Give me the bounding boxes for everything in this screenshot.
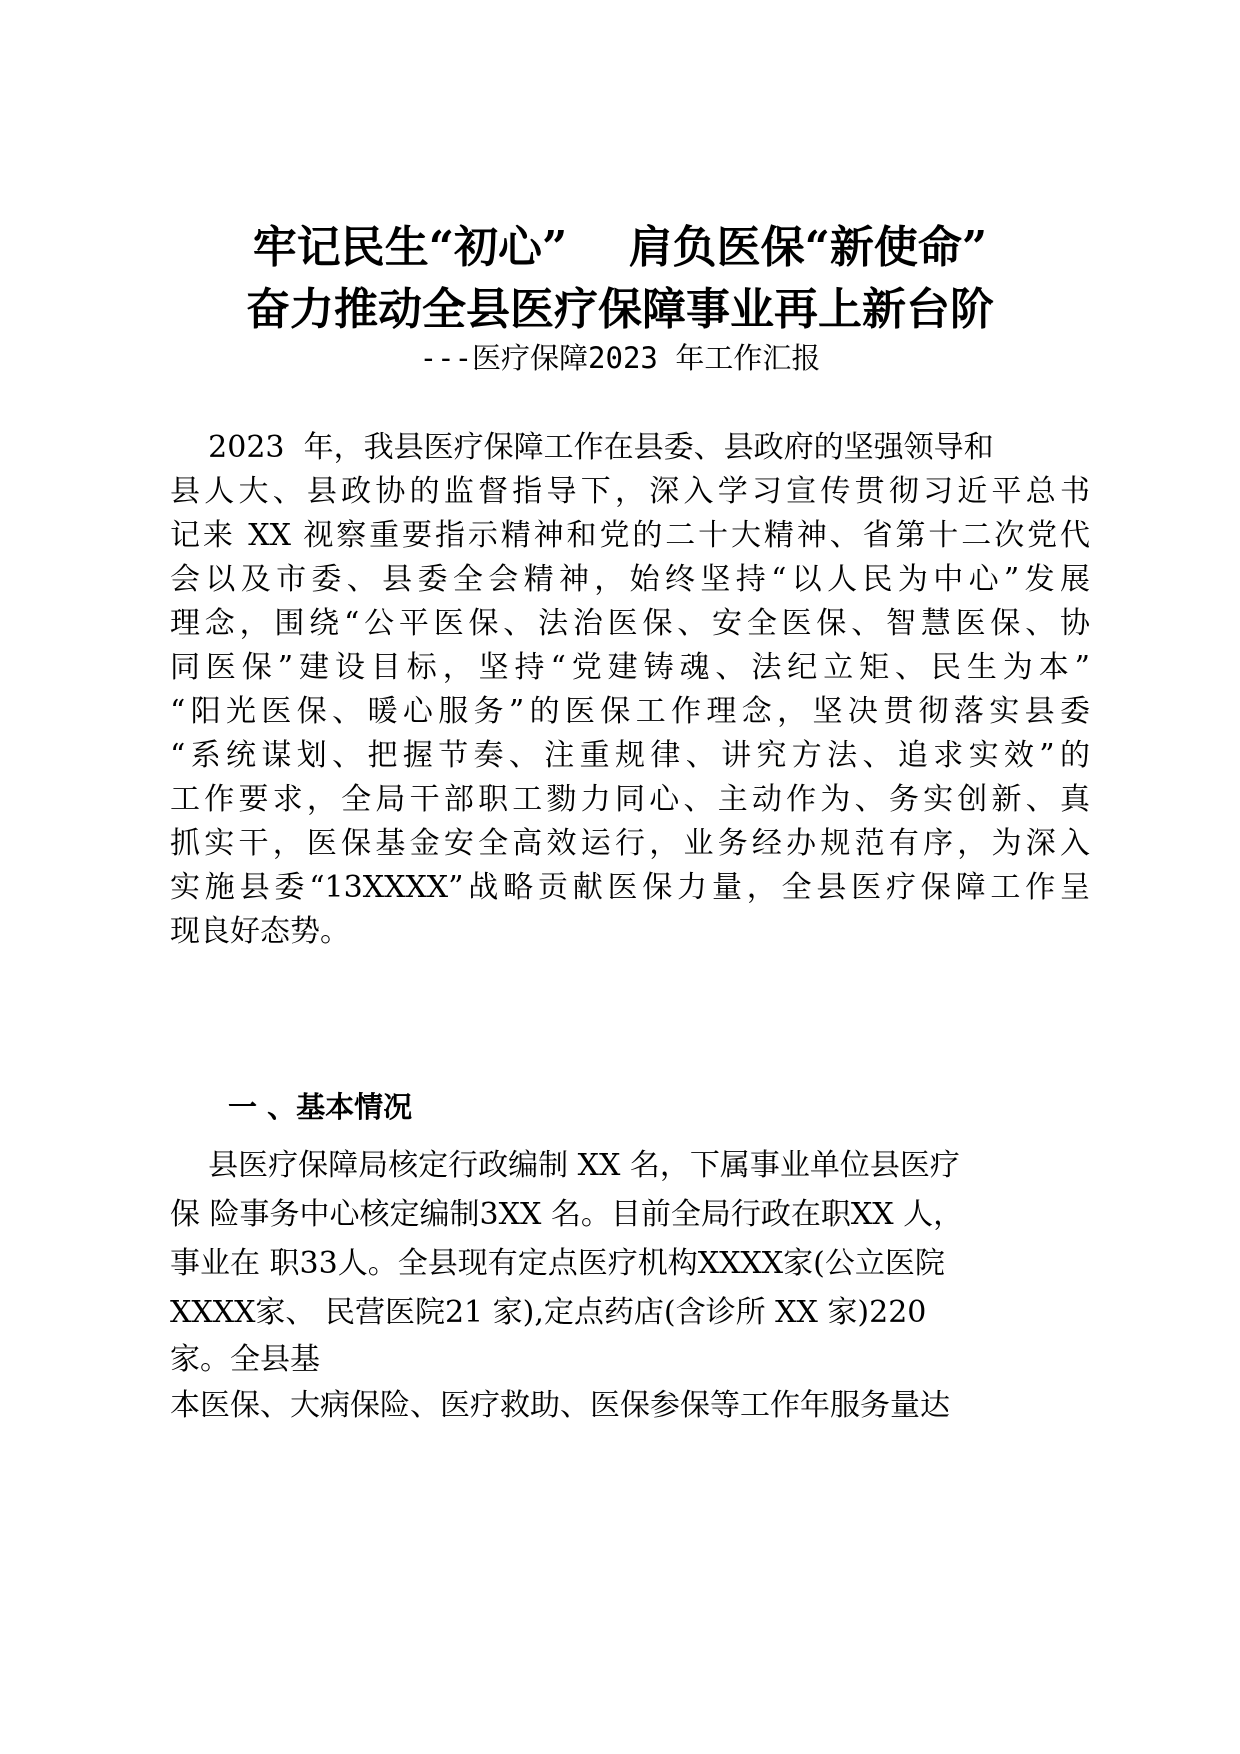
- paragraph-2-line: XXXX家、 民营医院21 家),定点药店(含诊所 XX 家)220: [170, 1295, 927, 1330]
- paragraph-2-line: 保 险事务中心核定编制3XX 名。目前全局行政在职XX 人，: [170, 1197, 964, 1232]
- paragraph-1-line: 同医保”建设目标，坚持“党建铸魂、法纪立矩、民生为本”: [170, 650, 1090, 685]
- paragraph-1-line: 县人大、县政协的监督指导下，深入学习宣传贯彻习近平总书: [170, 474, 1090, 509]
- document-title-line-1: 牢记民生“初心” 肩负医保“新使命”: [252, 222, 988, 273]
- paragraph-2-line: 家。全县基: [170, 1342, 320, 1377]
- paragraph-1-line: 理念，围绕“公平医保、法治医保、安全医保、智慧医保、协: [170, 606, 1090, 641]
- document-subtitle: ---医疗保障2023 年工作汇报: [419, 341, 821, 375]
- paragraph-1-line: 工作要求，全局干部职工勠力同心、主动作为、务实创新、真: [170, 782, 1090, 817]
- paragraph-1-line: 记来 XX 视察重要指示精神和党的二十大精神、省第十二次党代: [170, 518, 1090, 553]
- paragraph-2-line: 县医疗保障局核定行政编制 XX 名，下属事业单位县医疗: [170, 1148, 960, 1183]
- paragraph-1-line: “系统谋划、把握节奏、注重规律、讲究方法、追求实效”的: [170, 738, 1090, 773]
- paragraph-1-line: 实施县委“13XXXX”战略贡献医保力量，全县医疗保障工作呈: [170, 870, 1090, 905]
- paragraph-1-line: 2023 年，我县医疗保障工作在县委、县政府的坚强领导和: [170, 430, 994, 465]
- section-1-heading: 一 、基本情况: [228, 1090, 413, 1124]
- paragraph-1-line: 现良好态势。: [170, 914, 350, 949]
- document-title-line-2: 奋力推动全县医疗保障事业再上新台阶: [246, 284, 994, 335]
- paragraph-1-line: 会以及市委、县委全会精神，始终坚持“以人民为中心”发展: [170, 562, 1090, 597]
- paragraph-1-line: 抓实干，医保基金安全高效运行，业务经办规范有序，为深入: [170, 826, 1090, 861]
- paragraph-2-line: 本医保、大病保险、医疗救助、医保参保等工作年服务量达: [170, 1388, 950, 1423]
- paragraph-2-line: 事业在 职33人。全县现有定点医疗机构XXXX家(公立医院: [170, 1246, 945, 1281]
- paragraph-1-line: “阳光医保、暖心服务”的医保工作理念，坚决贯彻落实县委: [170, 694, 1090, 729]
